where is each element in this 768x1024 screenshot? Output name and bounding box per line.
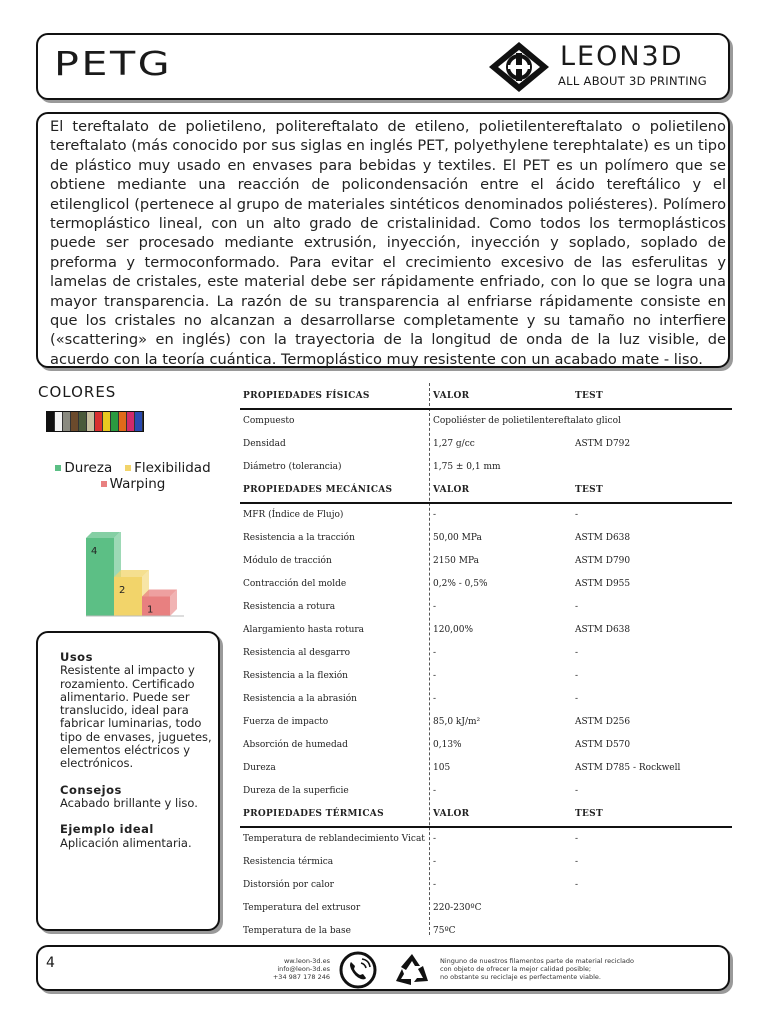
property-test: -: [575, 694, 579, 704]
property-name: Resistencia a la flexión: [243, 671, 348, 681]
section-header-cell: TEST: [575, 391, 603, 401]
section-header-cell: VALOR: [433, 391, 470, 401]
color-swatch: [79, 412, 87, 431]
legend-flexibilidad-swatch: [125, 465, 131, 471]
table-row: [240, 527, 732, 550]
property-name: Compuesto: [243, 416, 295, 426]
footer-panel: [36, 945, 730, 991]
property-name: Densidad: [243, 439, 286, 449]
section-header-cell: PROPIEDADES TÉRMICAS: [243, 809, 384, 819]
property-value: 1,75 ± 0,1 mm: [433, 462, 501, 472]
section-header-cell: PROPIEDADES FÍSICAS: [243, 391, 370, 401]
property-name: Dureza: [243, 763, 276, 773]
legend-warping: Warping: [101, 476, 166, 492]
material-description: El tereftalato de polietileno, politereftalato de etileno, polietilentereftalato o polietileno tereftalato (más conocido por sus siglas en inglés PET, polyethylene terephtalate) es un tipo de plástico muy usado en envases para bebidas y textiles. El PET es un polímero que se obtiene mediante una reacción de policondensación entre el ácido tereftálico y el etilenglicol (pertenece al grupo de materiales sintéticos denominados poliésteres). Polímero termoplástico lineal, con un alto grado de cristalinidad. Como todos los termoplásticos puede ser procesado mediante extrusión, inyección, inyección y soplado, soplado de preforma y termoconformado. Para evitar el crecimiento excesivo de las esferulitas y lamelas de cristales, este material debe ser rápidamente enfriado, con lo que se logra una mayor transparencia. La razón de su transparencia al enfriarse rápidamente consiste en que los cristales no alcanzan a desarrollarse completamente y su tamaño no interfiere («scattering» en inglés) con la trayectoria de la longitud de onda de la luz visible, de acuerdo con la teoría cuántica. Termoplástico muy resistente con un acabado mate - liso.: [50, 118, 726, 368]
property-name: Temperatura del extrusor: [243, 903, 361, 913]
bar-data-label: 1: [147, 604, 154, 616]
consejos-text: Acabado brillante y liso.: [60, 795, 198, 810]
bar-data-label: 2: [119, 585, 126, 596]
property-value: 50,00 MPa: [433, 533, 482, 543]
logo-wordmark: LEON3D: [560, 41, 684, 72]
table-row: [240, 874, 732, 897]
usos-heading: Usos: [60, 650, 93, 664]
phone-text: +34 987 178 246: [272, 973, 330, 981]
property-test: -: [575, 857, 579, 867]
table-row: [240, 619, 732, 642]
property-value: 85,0 kJ/m²: [433, 717, 481, 727]
property-value: -: [433, 602, 437, 612]
property-value: 105: [433, 763, 451, 773]
property-test: ASTM D955: [575, 579, 631, 589]
table-row: [240, 433, 732, 456]
property-value: 2150 MPa: [433, 556, 479, 566]
header-panel: [36, 33, 730, 100]
table-row: [240, 504, 732, 527]
property-value: 75ºC: [433, 926, 456, 936]
phone-icon: [339, 951, 377, 989]
chart-legend: [36, 460, 230, 492]
page-title: PETG: [54, 44, 173, 83]
property-name: Resistencia a la tracción: [243, 533, 355, 543]
ejemplo-heading: Ejemplo ideal: [60, 822, 154, 837]
bar-data-label: 4: [91, 546, 98, 557]
legend-flexibilidad: Flexibilidad: [125, 460, 211, 476]
color-swatch: [87, 412, 95, 431]
email-text: info@leon-3d.es: [277, 965, 330, 973]
legend-warping-swatch: [101, 481, 107, 487]
table-row: [240, 573, 732, 596]
property-test: -: [575, 834, 579, 844]
description-panel: [36, 112, 730, 368]
property-value: -: [433, 671, 437, 681]
logo-emblem-icon: [486, 39, 552, 95]
property-test: -: [575, 648, 579, 658]
table-row: [240, 456, 732, 479]
property-name: Absorción de humedad: [243, 740, 348, 750]
table-row: [240, 688, 732, 711]
property-test: ASTM D785 - Rockwell: [575, 763, 681, 773]
property-name: Resistencia térmica: [243, 857, 334, 867]
property-value: -: [433, 786, 437, 796]
property-value: 0,13%: [433, 740, 462, 750]
ejemplo-text: Aplicación alimentaria.: [60, 835, 192, 850]
section-header-fisicas: [240, 385, 732, 410]
property-value: -: [433, 834, 437, 844]
property-test: ASTM D638: [575, 625, 631, 635]
property-value: Copoliéster de polietilentereftalato glicol: [433, 416, 621, 426]
recycling-disclaimer: Ninguno de nuestros filamentos parte de material reciclado con objeto de ofrecer la mejor calidad posible; no obstante su reciclaje es perfectamente viable.: [440, 957, 634, 981]
property-name: Temperatura de reblandecimiento Vicat: [243, 834, 425, 844]
property-test: -: [575, 602, 579, 612]
section-header-termicas: [240, 803, 732, 828]
property-value: 0,2% - 0,5%: [433, 579, 488, 589]
website-text: ww.leon-3d.es: [283, 957, 330, 965]
color-swatch: [135, 412, 143, 431]
property-test: ASTM D790: [575, 556, 631, 566]
table-row: [240, 711, 732, 734]
property-test: ASTM D570: [575, 740, 631, 750]
table-row: [240, 897, 732, 920]
property-test: -: [575, 671, 579, 681]
section-header-mecanicas: [240, 479, 732, 504]
property-test: -: [575, 880, 579, 890]
section-header-cell: VALOR: [433, 485, 470, 495]
color-swatches: [46, 411, 144, 432]
table-row: [240, 596, 732, 619]
properties-table: [240, 385, 732, 943]
color-swatch: [119, 412, 127, 431]
section-header-cell: TEST: [575, 809, 603, 819]
color-swatch: [111, 412, 119, 431]
section-header-cell: TEST: [575, 485, 603, 495]
colors-title: COLORES: [38, 383, 117, 401]
property-name: Resistencia a rotura: [243, 602, 336, 612]
table-row: [240, 734, 732, 757]
table-row: [240, 920, 732, 943]
property-name: Alargamiento hasta rotura: [243, 625, 365, 635]
properties-bar-chart: [80, 532, 190, 624]
color-swatch: [63, 412, 71, 431]
bar-warping: [142, 590, 177, 617]
property-test: ASTM D792: [575, 439, 631, 449]
contact-info: [218, 957, 330, 981]
page-number: 4: [46, 955, 55, 971]
property-value: 1,27 g/cc: [433, 439, 475, 449]
legend-dureza-swatch: [55, 465, 61, 471]
property-value: -: [433, 880, 437, 890]
legend-dureza: Dureza: [55, 460, 112, 476]
property-test: -: [575, 786, 579, 796]
property-name: Resistencia al desgarro: [243, 648, 351, 658]
color-swatch: [55, 412, 63, 431]
table-row: [240, 665, 732, 688]
table-row: [240, 828, 732, 851]
property-value: -: [433, 648, 437, 658]
property-name: Resistencia a la abrasión: [243, 694, 357, 704]
property-test: ASTM D256: [575, 717, 631, 727]
property-value: -: [433, 694, 437, 704]
property-name: Diámetro (tolerancia): [243, 462, 342, 472]
section-header-cell: PROPIEDADES MECÁNICAS: [243, 485, 393, 495]
logo-tagline: ALL ABOUT 3D PRINTING: [558, 74, 708, 88]
color-swatch: [47, 412, 55, 431]
brand-logo: [486, 39, 726, 95]
color-swatch: [71, 412, 79, 431]
usos-text: Resistente al impacto y rozamiento. Certificado alimentario. Puede ser translucido, ideal para fabricar luminarias, todo tipo de envases, juguetes, elementos eléctricos y electrónicos.: [60, 663, 212, 771]
property-value: -: [433, 510, 437, 520]
property-name: Módulo de tracción: [243, 556, 332, 566]
table-row: [240, 851, 732, 874]
property-value: -: [433, 857, 437, 867]
table-row: [240, 642, 732, 665]
property-value: 220-230ºC: [433, 903, 482, 913]
color-swatch: [95, 412, 103, 431]
info-panel: [36, 631, 220, 931]
color-swatch: [103, 412, 111, 431]
property-test: -: [575, 510, 579, 520]
color-swatch: [127, 412, 135, 431]
property-name: Fuerza de impacto: [243, 717, 329, 727]
property-name: Distorsión por calor: [243, 880, 334, 890]
property-name: Dureza de la superficie: [243, 786, 349, 796]
section-header-cell: VALOR: [433, 809, 470, 819]
table-row: [240, 757, 732, 780]
table-row: [240, 550, 732, 573]
consejos-heading: Consejos: [60, 782, 122, 797]
bar-front: [114, 577, 142, 616]
recycle-icon: [391, 951, 433, 989]
table-row: [240, 780, 732, 803]
table-row: [240, 410, 732, 433]
property-name: Temperatura de la base: [243, 926, 351, 936]
property-name: MFR (Índice de Flujo): [243, 510, 344, 520]
property-name: Contracción del molde: [243, 579, 347, 589]
property-value: 120,00%: [433, 625, 474, 635]
property-test: ASTM D638: [575, 533, 631, 543]
